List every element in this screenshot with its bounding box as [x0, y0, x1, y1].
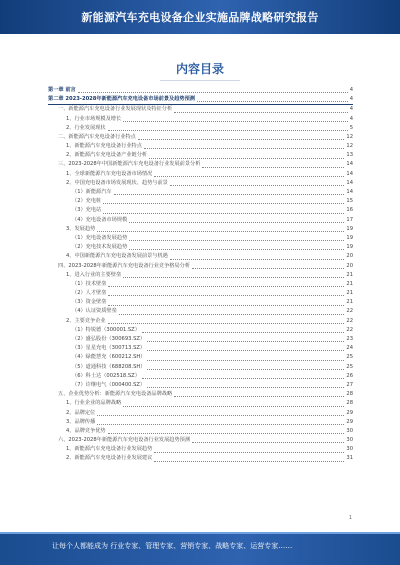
toc-entry-title: （1）新能源汽车	[72, 189, 112, 196]
toc-entry-page: 21	[346, 271, 353, 278]
toc-entry-title: 1、行业市场规模及增长	[66, 115, 122, 122]
toc-leader-dots	[147, 340, 344, 342]
toc-entry[interactable]	[48, 105, 353, 114]
toc-leader-dots	[147, 359, 344, 361]
toc-entry[interactable]	[48, 170, 353, 179]
toc-entry-page: 30	[346, 437, 353, 444]
toc-leader-dots	[108, 322, 345, 324]
toc-entry-title: （3）充电站	[72, 207, 102, 214]
toc-entry[interactable]	[48, 280, 353, 289]
toc-entry[interactable]	[48, 445, 353, 454]
toc-entry-title: （2）盛弘股份（300693.SZ）	[72, 336, 146, 343]
toc-entry-title: 2、行业发展现状	[66, 124, 106, 131]
toc-entry-page: 21	[346, 280, 353, 287]
toc-entry-title: 二、新能源汽车充电设备行业特点	[58, 133, 136, 140]
toc-leader-dots	[192, 441, 344, 443]
toc-entry[interactable]	[48, 436, 353, 445]
toc-entry-title: 三、2023-2028年中国新能源汽车充电设备行业发展前景分析	[58, 161, 201, 168]
toc-entry[interactable]	[48, 353, 353, 362]
toc-leader-dots	[129, 221, 344, 223]
toc-entry-title: 2、中国充电设备市场发展现状、趋势与前景	[66, 179, 168, 186]
toc-entry-title: 1、全球新能源汽车充电设备市场情况	[66, 170, 153, 177]
toc-entry[interactable]	[48, 427, 353, 436]
toc-entry[interactable]	[48, 243, 353, 252]
toc-leader-dots	[202, 166, 344, 168]
toc-entry-title: （3）资金壁垒	[72, 299, 107, 306]
toc-entry-page: 31	[346, 455, 353, 462]
toc-entry[interactable]	[48, 381, 353, 390]
toc-entry-page: 4	[349, 96, 353, 103]
toc-leader-dots	[142, 331, 344, 333]
toc-entry[interactable]	[48, 298, 353, 307]
toc-entry[interactable]	[48, 418, 353, 427]
toc-entry-page: 12	[346, 143, 353, 150]
toc-entry[interactable]	[48, 390, 353, 399]
toc-entry-title: 一、新能源汽车充电设备行业发展现状及特征分析	[58, 106, 173, 113]
toc-leader-dots	[129, 248, 344, 250]
toc-entry-page: 19	[346, 244, 353, 251]
toc-leader-dots	[103, 202, 344, 204]
toc-entry-page: 29	[346, 418, 353, 425]
toc-entry-title: 3、品牌传播	[66, 418, 96, 425]
toc-entry-title: 1、进入行业的主要壁垒	[66, 271, 122, 278]
toc-entry-page: 21	[346, 299, 353, 306]
toc-leader-dots	[103, 212, 344, 214]
page-number: 1	[348, 515, 352, 521]
toc-leader-dots	[114, 193, 345, 195]
toc-entry-page: 23	[346, 336, 353, 343]
toc-entry-title: （7）许继电气（000400.SZ）	[72, 381, 146, 388]
toc-leader-dots	[78, 91, 348, 93]
toc-entry-page: 22	[346, 326, 353, 333]
toc-entry-title: （2）充电技术发展趋势	[72, 244, 128, 251]
toc-entry[interactable]	[48, 326, 353, 335]
toc-entry-title: （6）科士达（002518.SZ）	[72, 372, 140, 379]
toc-entry-page: 25	[346, 354, 353, 361]
toc-leader-dots	[147, 349, 344, 351]
toc-leader-dots	[144, 147, 344, 149]
toc-entry-page: 29	[346, 409, 353, 416]
toc-entry[interactable]	[48, 344, 353, 353]
toc-entry[interactable]	[48, 262, 353, 271]
toc-entry[interactable]	[48, 124, 353, 133]
toc-leader-dots	[154, 451, 344, 453]
toc-entry-page: 4	[349, 106, 353, 113]
toc-leader-dots	[138, 138, 345, 140]
footer-accent-line	[0, 532, 400, 534]
toc-title-divider	[160, 80, 240, 81]
toc-entry[interactable]	[48, 188, 353, 197]
toc-entry-title: （5）道通科技（688208.SH）	[72, 363, 146, 370]
toc-leader-dots	[174, 111, 348, 113]
toc-entry[interactable]	[48, 289, 353, 298]
toc-entry[interactable]	[48, 372, 353, 381]
toc-entry-page: 22	[346, 308, 353, 315]
toc-entry-page: 14	[346, 189, 353, 196]
toc-entry-page: 4	[349, 115, 353, 122]
toc-entry[interactable]	[48, 197, 353, 206]
toc-entry-title: （1）充电设备发展趋势	[72, 234, 128, 241]
toc-entry-page: 20	[346, 253, 353, 260]
toc-leader-dots	[123, 276, 344, 278]
toc-leader-dots	[197, 100, 348, 102]
toc-leader-dots	[123, 405, 344, 407]
toc-entry-title: 2、新能源汽车充电设备产业链分析	[66, 152, 148, 159]
toc-leader-dots	[170, 258, 345, 260]
toc-entry[interactable]	[48, 225, 353, 234]
toc-entry-page: 30	[346, 427, 353, 434]
toc-entry-page: 28	[346, 400, 353, 407]
toc-leader-dots	[123, 120, 348, 122]
toc-entry-page: 19	[346, 225, 353, 232]
toc-entry[interactable]	[48, 206, 353, 215]
toc-entry-page: 25	[346, 363, 353, 370]
toc-entry-title: （4）认证资质壁垒	[72, 308, 117, 315]
toc-entry-title: 五、企业优势分析：新能源汽车充电设备品牌战略	[58, 391, 173, 398]
toc-entry[interactable]	[48, 86, 353, 95]
toc-entry-title: 1、行业企业的品牌战略	[66, 400, 122, 407]
toc-entry[interactable]	[48, 363, 353, 372]
toc-entry-page: 20	[346, 262, 353, 269]
toc-leader-dots	[149, 157, 344, 159]
toc-entry-page: 15	[346, 198, 353, 205]
toc-entry-title: 2、主要竞争企业	[66, 317, 106, 324]
toc-entry-page: 5	[349, 124, 353, 131]
toc-leader-dots	[154, 460, 344, 462]
toc-entry-title: 1、新能源汽车充电设备行业特点	[66, 143, 142, 150]
table-of-contents	[48, 86, 353, 464]
toc-entry-page: 14	[346, 170, 353, 177]
toc-entry-title: 4、中国新能源汽车充电设备发展前景与机遇	[66, 253, 168, 260]
toc-entry[interactable]	[48, 317, 353, 326]
toc-entry[interactable]	[48, 399, 353, 408]
toc-entry-title: 四、2023-2028年新能源汽车充电设备行业竞争格局分析	[58, 262, 191, 269]
toc-entry-title: （2）人才壁垒	[72, 290, 107, 297]
toc-entry[interactable]	[48, 234, 353, 243]
toc-entry-title: 2、品牌定位	[66, 409, 96, 416]
toc-entry[interactable]	[48, 308, 353, 317]
toc-entry[interactable]	[48, 271, 353, 280]
toc-entry[interactable]	[48, 335, 353, 344]
toc-entry-title: （4）充电设备市场规模	[72, 216, 128, 223]
toc-entry-page: 4	[349, 86, 353, 93]
toc-leader-dots	[108, 294, 344, 296]
toc-entry[interactable]	[48, 151, 353, 160]
toc-entry[interactable]	[48, 95, 353, 105]
toc-entry[interactable]	[48, 455, 353, 464]
toc-entry-title: 2、新能源汽车充电设备行业发展建议	[66, 455, 153, 462]
toc-entry-title: 3、发展趋势	[66, 225, 96, 232]
toc-leader-dots	[97, 230, 344, 232]
toc-leader-dots	[154, 175, 344, 177]
toc-entry[interactable]	[48, 179, 353, 188]
toc-entry[interactable]	[48, 252, 353, 261]
toc-entry-title: 第二章 2023-2028年新能源汽车充电设备市场前景及趋势预测	[48, 96, 195, 103]
toc-entry-title: 第一章 前言	[48, 86, 76, 93]
toc-leader-dots	[108, 285, 344, 287]
toc-entry-page: 21	[346, 290, 353, 297]
toc-leader-dots	[97, 414, 344, 416]
toc-leader-dots	[129, 239, 344, 241]
toc-leader-dots	[147, 386, 344, 388]
toc-entry-title: （2）充电桩	[72, 198, 102, 205]
report-title: 新能源汽车充电设备企业实施品牌战略研究报告	[81, 11, 319, 24]
toc-entry-page: 26	[346, 372, 353, 379]
toc-entry-page: 14	[346, 179, 353, 186]
toc-entry-title: （1）技术壁垒	[72, 280, 107, 287]
toc-entry[interactable]	[48, 161, 353, 170]
toc-entry-title: 六、2023-2028年新能源汽车充电设备行业发展趋势预测	[58, 437, 191, 444]
toc-entry-page: 16	[346, 207, 353, 214]
toc-entry-page: 24	[346, 345, 353, 352]
toc-entry-title: 1、新能源汽车充电设备行业发展趋势	[66, 446, 153, 453]
toc-leader-dots	[97, 423, 344, 425]
toc-entry-page: 17	[346, 216, 353, 223]
footer-slogan: 让每个人都能成为 行业专家、管理专家、营销专家、战略专家、运营专家……	[52, 542, 293, 550]
toc-entry-page: 12	[346, 133, 353, 140]
toc-entry-page: 22	[346, 317, 353, 324]
toc-entry-title: （1）特锐德（300001.SZ）	[72, 326, 140, 333]
toc-entry-page: 27	[346, 381, 353, 388]
toc-leader-dots	[142, 377, 344, 379]
toc-entry[interactable]	[48, 115, 353, 124]
toc-leader-dots	[192, 267, 344, 269]
toc-leader-dots	[119, 313, 345, 315]
toc-entry-title: （3）星星充电（300713.SZ）	[72, 345, 146, 352]
toc-entry[interactable]	[48, 142, 353, 151]
toc-entry[interactable]	[48, 409, 353, 418]
toc-entry-page: 19	[346, 234, 353, 241]
toc-leader-dots	[108, 432, 345, 434]
toc-leader-dots	[170, 184, 345, 186]
toc-entry-title: 4、品牌竞争优势	[66, 427, 106, 434]
toc-entry-page: 28	[346, 391, 353, 398]
toc-entry-page: 14	[346, 161, 353, 168]
toc-leader-dots	[174, 395, 344, 397]
toc-entry[interactable]	[48, 133, 353, 142]
toc-title: 内容目录	[175, 62, 224, 76]
toc-entry-page: 13	[346, 152, 353, 159]
toc-entry-page: 30	[346, 446, 353, 453]
toc-entry-title: （4）绿能慧充（600212.SH）	[72, 354, 146, 361]
toc-leader-dots	[147, 368, 344, 370]
toc-leader-dots	[108, 129, 348, 131]
toc-leader-dots	[108, 304, 344, 306]
toc-entry[interactable]	[48, 216, 353, 225]
